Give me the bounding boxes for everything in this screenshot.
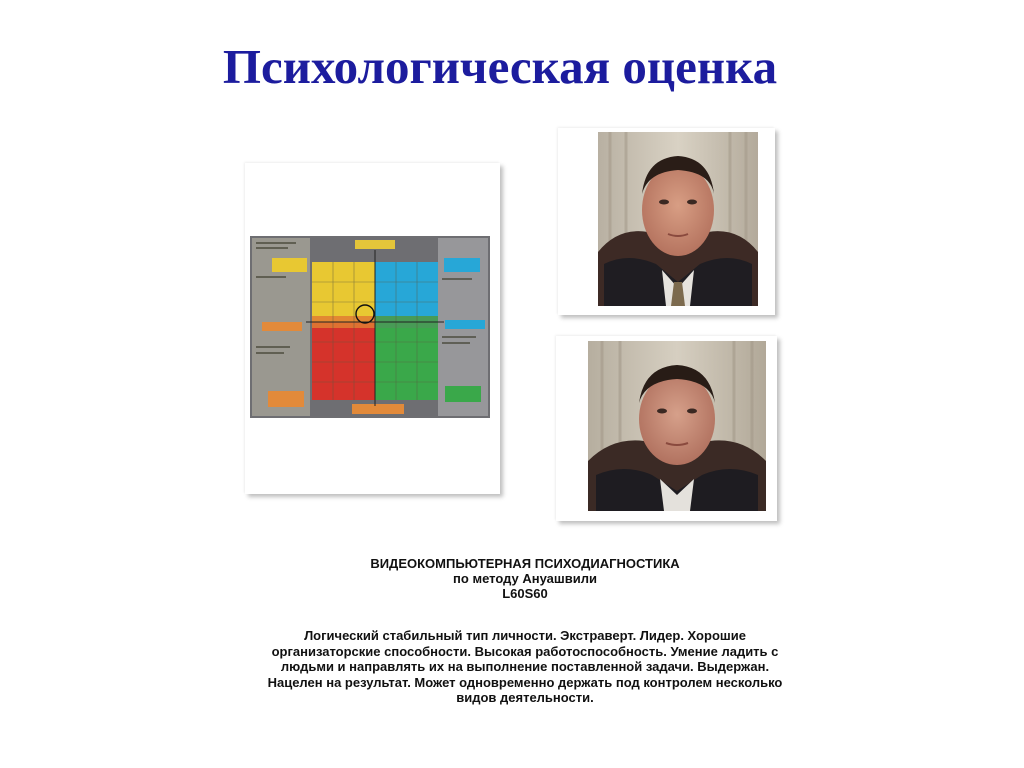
- caption-heading: ВИДЕОКОМПЬЮТЕРНАЯ ПСИХОДИАГНОСТИКА: [370, 556, 680, 571]
- caption-code: L60S60: [502, 586, 548, 601]
- description-line: организаторские способности. Высокая работоспособность. Умение ладить с: [271, 643, 779, 659]
- diagram-graphic: [250, 236, 490, 418]
- portrait-graphic-2: [588, 341, 766, 511]
- caption-method: по методу Ануашвили: [453, 571, 597, 586]
- psychodiagnostic-diagram-photo: [250, 236, 490, 418]
- portrait-photo-2: [588, 341, 766, 511]
- personality-description: [180, 628, 870, 706]
- description-line: видов деятельности.: [456, 690, 594, 705]
- portrait-graphic-1: [598, 132, 758, 306]
- method-caption: [180, 556, 870, 601]
- description-line: Логический стабильный тип личности. Экстраверт. Лидер. Хорошие: [304, 628, 746, 643]
- slide-title: Психологическая оценка: [222, 39, 778, 94]
- portrait-photo-1: [598, 132, 758, 306]
- description-line: Нацелен на результат. Может одновременно держать под контролем несколько: [267, 674, 783, 690]
- description-line: людьми и направлять их на выполнение поставленной задачи. Выдержан.: [280, 659, 770, 674]
